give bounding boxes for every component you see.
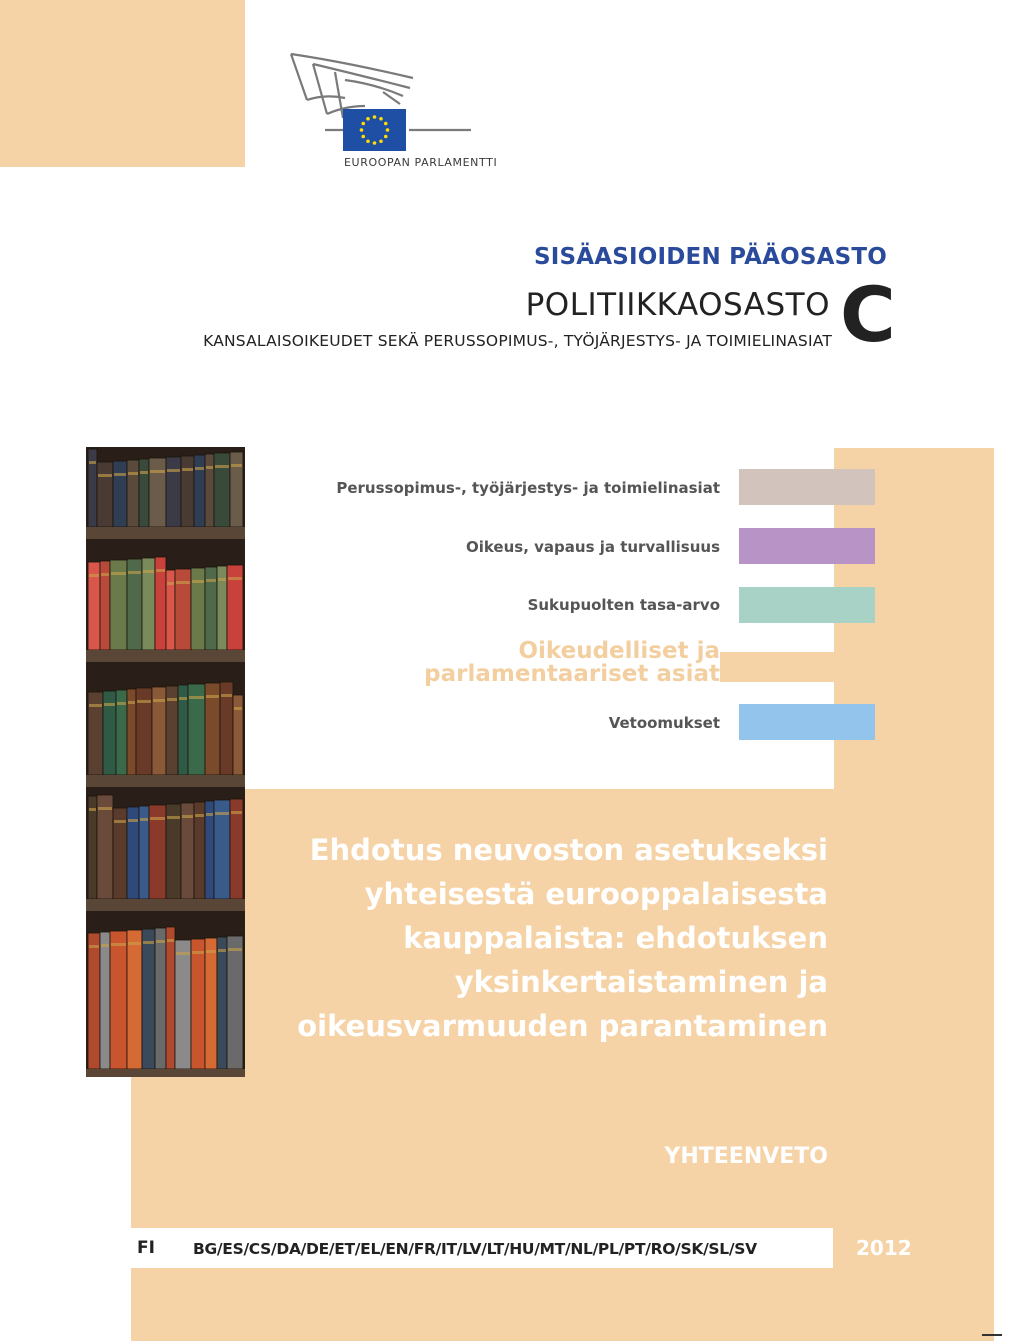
topic-label-justice: Oikeus, vapaus ja turvallisuus: [465, 538, 720, 556]
eu-star: [366, 117, 370, 121]
book-spine: [217, 937, 227, 1069]
book-spine: [175, 940, 191, 1069]
book-band: [128, 942, 141, 945]
book-spine: [110, 931, 127, 1069]
book-band: [89, 808, 96, 811]
eu-star: [361, 135, 365, 139]
book-band: [137, 700, 151, 703]
book-band: [117, 702, 126, 705]
book-band: [195, 467, 204, 470]
bookshelf-image: [86, 447, 245, 1077]
eu-star: [366, 139, 370, 143]
book-band: [182, 815, 193, 818]
book-band: [182, 468, 193, 471]
book-band: [195, 814, 204, 817]
book-band: [89, 574, 99, 577]
book-spine: [205, 454, 214, 527]
book-band: [153, 699, 165, 702]
book-band: [231, 811, 242, 814]
book-band: [167, 469, 180, 472]
book-band: [206, 695, 219, 698]
book-band: [206, 813, 213, 816]
book-band: [140, 818, 148, 821]
book-band: [221, 694, 232, 697]
book-band: [215, 465, 229, 468]
book-band: [140, 471, 148, 474]
book-band: [231, 464, 242, 467]
topic-label-petitions: Vetoomukset: [608, 714, 720, 732]
eu-star: [373, 141, 377, 145]
book-spine: [205, 938, 217, 1069]
highlighted-topic: [424, 640, 720, 686]
topic-swatch-treaties: [739, 469, 875, 505]
document-title: Ehdotus neuvoston asetukseksi yhteisestä eurooppalaisesta kauppalaista: ehdotuksen yksinkertaistaminen ja oikeusvarmuuden parantaminen: [297, 833, 828, 1043]
eu-star: [361, 122, 365, 126]
available-languages: BG/ES/CS/DA/DE/ET/EL/EN/FR/IT/LV/LT/HU/MT/NL/PL/PT/RO/SK/SL/SV: [193, 1240, 757, 1258]
book-band: [101, 944, 109, 947]
book-band: [218, 578, 226, 581]
book-band: [176, 581, 190, 584]
highlighted-topic-line2: parlamentaariset asiat: [424, 661, 720, 687]
highlight-connector: [720, 652, 834, 682]
book-band: [104, 703, 115, 706]
book-spine: [88, 449, 97, 527]
topic-swatch-justice: [739, 528, 875, 564]
eu-star: [386, 128, 390, 132]
book-spine: [142, 929, 155, 1069]
book-band: [206, 579, 216, 582]
department-heading: SISÄASIOIDEN PÄÄOSASTO: [533, 244, 887, 270]
book-band: [111, 943, 126, 946]
book-band: [192, 580, 204, 583]
publication-year: 2012: [856, 1236, 912, 1260]
european-parliament-logo: [285, 48, 505, 173]
book-band: [89, 461, 96, 464]
book-spine: [88, 933, 100, 1069]
eu-star: [384, 122, 388, 126]
book-band: [128, 571, 141, 574]
book-spine: [127, 930, 142, 1069]
book-band: [89, 945, 99, 948]
book-band: [156, 569, 165, 572]
book-spine: [166, 927, 175, 1069]
eu-star: [373, 115, 377, 119]
book-band: [111, 572, 126, 575]
eu-star: [379, 117, 383, 121]
book-band: [150, 470, 165, 473]
topic-label-gender: Sukupuolten tasa-arvo: [527, 596, 720, 614]
book-spine: [139, 459, 149, 527]
book-band: [98, 474, 112, 477]
book-band: [234, 707, 242, 710]
book-band: [228, 577, 242, 580]
book-spine: [127, 460, 139, 527]
language-code: FI: [137, 1238, 155, 1258]
corner-color-block: [0, 0, 245, 167]
book-spine: [149, 458, 166, 527]
book-band: [218, 949, 226, 952]
book-spine: [191, 939, 205, 1069]
book-band: [128, 472, 138, 475]
book-spine: [230, 452, 243, 527]
book-band: [98, 807, 112, 810]
unit-letter: C: [840, 270, 896, 359]
book-band: [114, 820, 126, 823]
book-band: [215, 812, 229, 815]
book-band: [89, 704, 102, 707]
book-band: [150, 817, 165, 820]
book-spine: [97, 462, 113, 527]
eu-star: [384, 135, 388, 139]
book-band: [179, 697, 187, 700]
book-band: [143, 570, 154, 573]
document-type: YHTEENVETO: [664, 1144, 828, 1169]
book-spine: [214, 453, 230, 527]
eu-star: [360, 128, 364, 132]
book-band: [176, 952, 190, 955]
book-spine: [97, 795, 113, 899]
book-spine: [166, 457, 181, 527]
highlighted-topic-line1: Oikeudelliset ja: [518, 638, 720, 664]
book-band: [114, 473, 126, 476]
book-spine: [181, 456, 194, 527]
book-spine: [155, 928, 166, 1069]
book-spine: [88, 796, 97, 899]
book-band: [167, 698, 177, 701]
book-band: [206, 466, 213, 469]
topic-label-treaties: Perussopimus-, työjärjestys- ja toimielinasiat: [336, 479, 720, 497]
book-band: [167, 939, 174, 942]
book-spine: [100, 932, 110, 1069]
corner-mark: [982, 1334, 1002, 1336]
book-band: [143, 941, 154, 944]
book-spine: [113, 461, 127, 527]
book-band: [156, 940, 165, 943]
book-band: [167, 816, 180, 819]
book-band: [167, 582, 174, 585]
book-band: [206, 950, 216, 953]
unit-subtitle: KANSALAISOIKEUDET SEKÄ PERUSSOPIMUS-, TYÖJÄRJESTYS- JA TOIMIELINASIAT: [203, 332, 832, 350]
book-band: [128, 819, 138, 822]
topic-swatch-gender: [739, 587, 875, 623]
unit-heading: POLITIIKKAOSASTO: [525, 287, 830, 323]
book-spine: [194, 455, 205, 527]
book-band: [101, 573, 109, 576]
topic-swatch-petitions: [739, 704, 875, 740]
eu-star: [379, 139, 383, 143]
book-band: [128, 701, 135, 704]
parliament-name: EUROOPAN PARLAMENTTI: [344, 156, 498, 169]
book-band: [192, 951, 204, 954]
book-band: [189, 696, 204, 699]
